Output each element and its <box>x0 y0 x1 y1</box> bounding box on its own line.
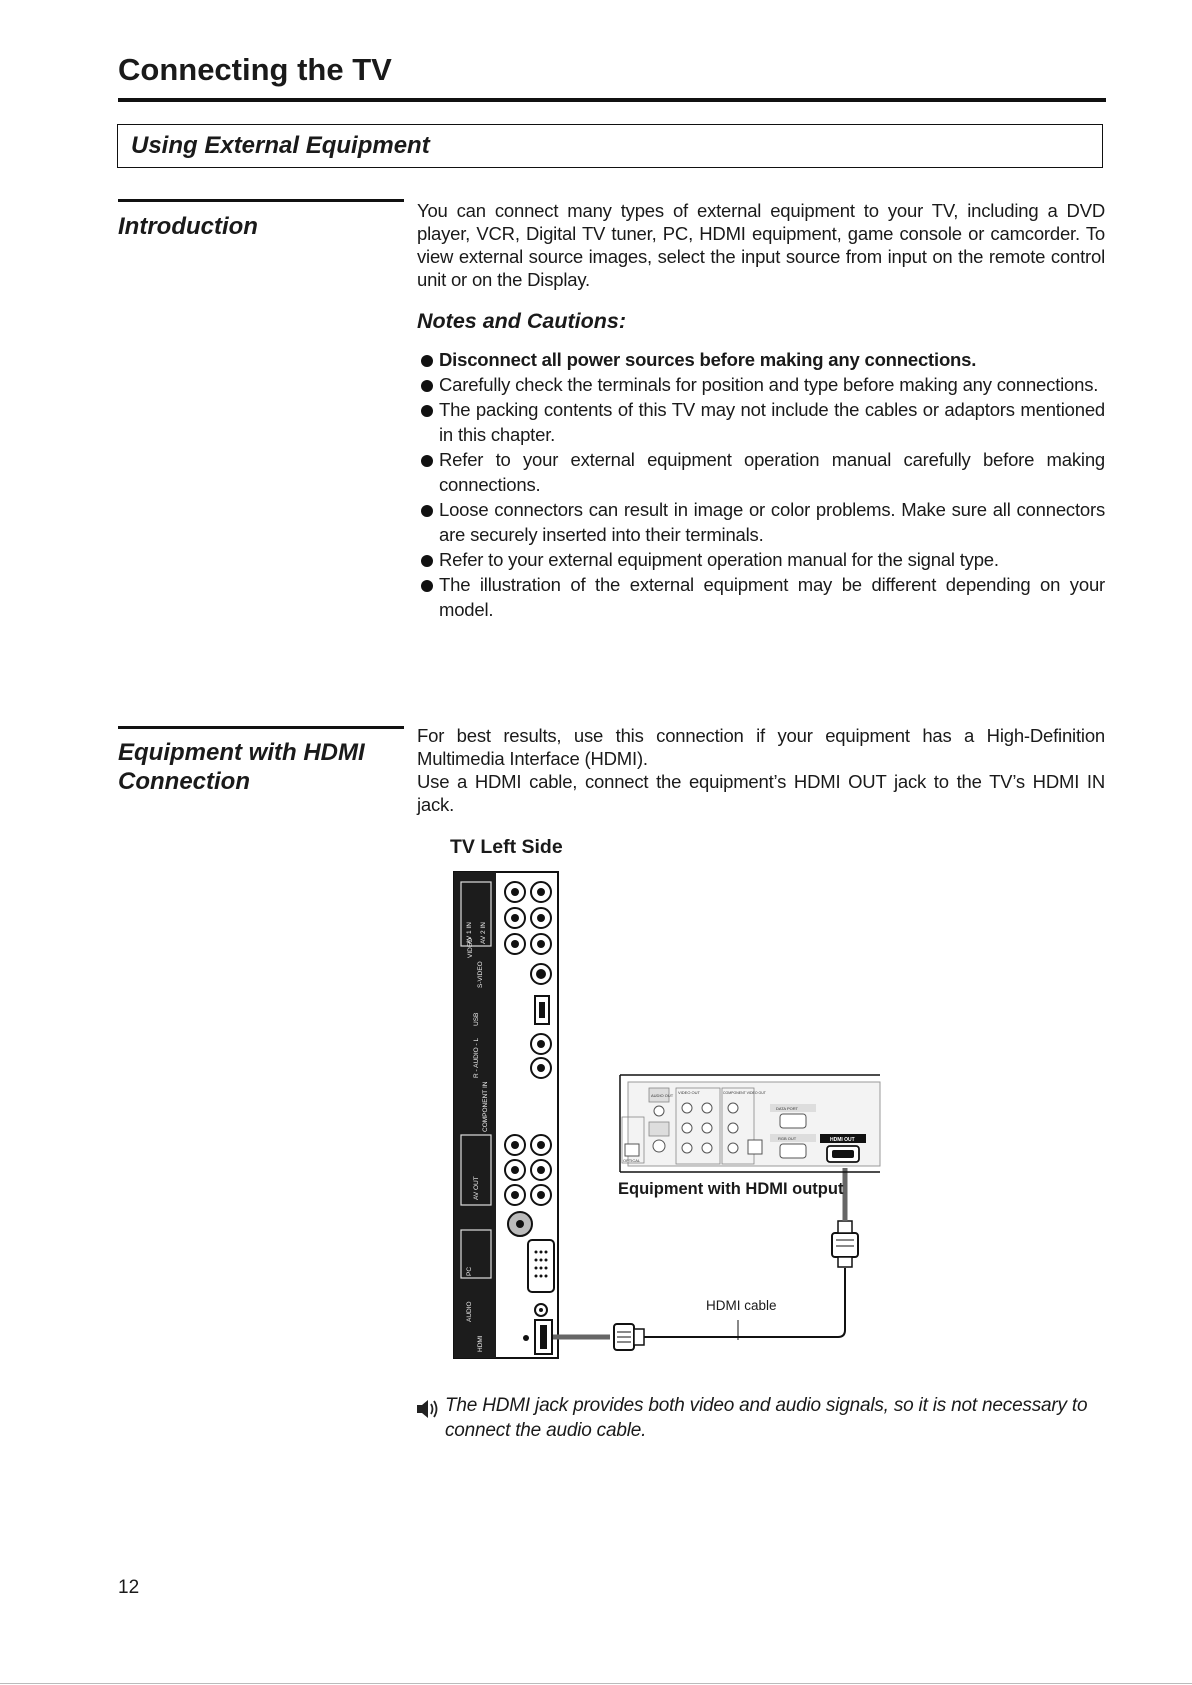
svg-text:AV 2 IN: AV 2 IN <box>480 922 487 944</box>
tv-side-panel <box>454 872 558 1358</box>
svg-text:HDMI OUT: HDMI OUT <box>830 1137 855 1143</box>
hdmi-heading: Equipment with HDMI Connection <box>118 739 365 795</box>
svg-text:HDMI: HDMI <box>477 1335 484 1352</box>
svg-text:VIDEO: VIDEO <box>467 937 474 958</box>
hdmi-note: The HDMI jack provides both video and audio signals, so it is not necessary to connect the audio cable. <box>445 1395 1088 1441</box>
svg-text:VIDEO OUT: VIDEO OUT <box>678 1090 701 1095</box>
svg-text:RGB OUT: RGB OUT <box>778 1136 797 1141</box>
svg-text:S-VIDEO: S-VIDEO <box>477 961 484 988</box>
introduction-text: You can connect many types of external equipment to your TV, including a DVD player, VCR, Digital TV tuner, PC, HDMI equipment, game console or camcorder. To view external source images, select the input source from input on the remote control unit or on the Display. <box>417 200 1105 290</box>
speaker-note-icon <box>415 1396 443 1422</box>
svg-text:COMPONENT IN: COMPONENT IN <box>482 1081 489 1132</box>
note-item: Loose connectors can result in image or color problems. Make sure all connectors are securely inserted into their terminals. <box>417 497 1105 547</box>
svg-text:R - AUDIO - L: R - AUDIO - L <box>473 1037 480 1078</box>
cable-label: HDMI cable <box>706 1298 777 1313</box>
note-item: The illustration of the external equipment may be different depending on your model. <box>417 572 1105 622</box>
section-title: Using External Equipment <box>131 132 430 159</box>
svg-text:AUDIO OUT: AUDIO OUT <box>651 1093 674 1098</box>
svg-text:PC: PC <box>466 1266 473 1276</box>
bottom-rule <box>0 1683 1192 1684</box>
note-item: Carefully check the terminals for position and type before making any connections. <box>417 372 1105 397</box>
svg-text:AV 1 IN: AV 1 IN <box>466 922 473 944</box>
equipment-label: Equipment with HDMI output <box>618 1180 844 1198</box>
svg-text:COMPONENT VIDEO OUT: COMPONENT VIDEO OUT <box>723 1091 766 1095</box>
svg-text:AV OUT: AV OUT <box>473 1176 480 1200</box>
svg-text:AUDIO: AUDIO <box>466 1301 473 1322</box>
svg-text:OPTICAL: OPTICAL <box>623 1158 641 1163</box>
note-item: Refer to your external equipment operation manual for the signal type. <box>417 547 1105 572</box>
note-item: Refer to your external equipment operation manual carefully before making connections. <box>417 447 1105 497</box>
svg-text:USB: USB <box>473 1012 480 1026</box>
note-item: The packing contents of this TV may not include the cables or adaptors mentioned in this chapter. <box>417 397 1105 447</box>
external-equipment <box>620 1075 880 1172</box>
figure-title: TV Left Side <box>450 836 563 858</box>
hdmi-text-2: Use a HDMI cable, connect the equipment’s HDMI OUT jack to the TV’s HDMI IN jack. <box>417 771 1105 815</box>
introduction-heading: Introduction <box>118 213 258 240</box>
page-title: Connecting the TV <box>118 52 392 87</box>
note-item: Disconnect all power sources before making any connections. <box>417 347 1105 372</box>
page-number: 12 <box>118 1577 140 1598</box>
hdmi-text-1: For best results, use this connection if your equipment has a High-Definition Multimedia Interface (HDMI). <box>417 725 1105 769</box>
notes-heading: Notes and Cautions: <box>417 309 627 333</box>
svg-text:DATA PORT: DATA PORT <box>776 1106 799 1111</box>
